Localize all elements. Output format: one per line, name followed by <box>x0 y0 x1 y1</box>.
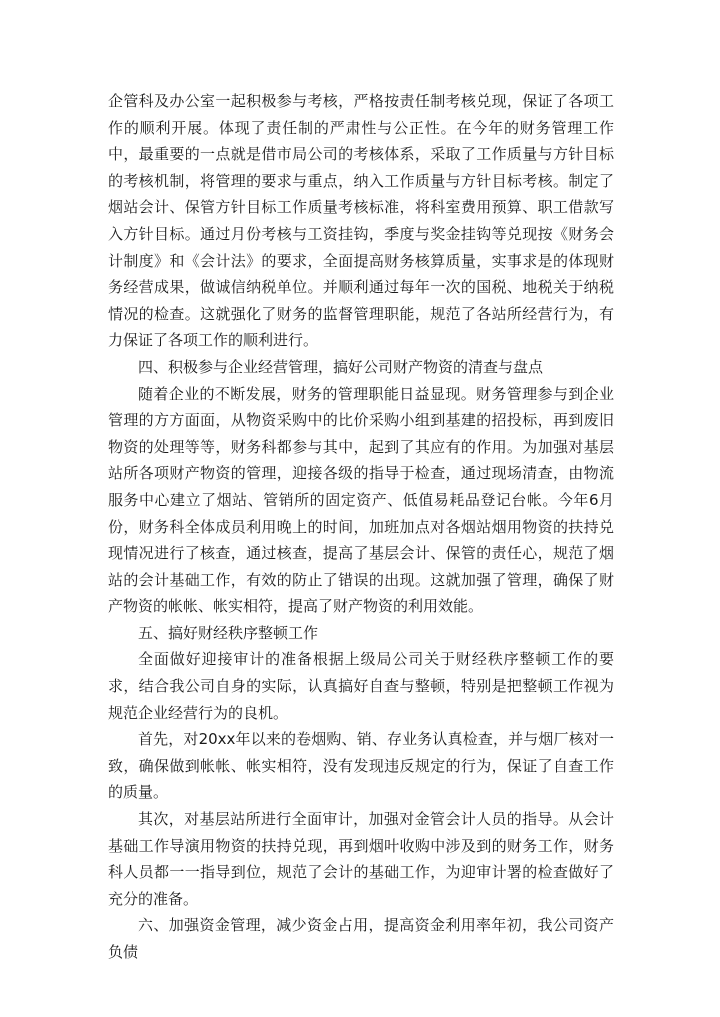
paragraph-4: 首先，对20xx年以来的卷烟购、销、存业务认真检查，并与烟厂核对一致，确保做到帐帐、帐实相符，没有发现违反规定的行为，保证了自查工作的质量。 <box>108 730 614 802</box>
section-heading-4: 四、积极参与企业经营管理，搞好公司财产物资的清查与盘点 <box>138 357 544 376</box>
document-body <box>108 88 614 966</box>
paragraph-2: 随着企业的不断发展，财务的管理职能日益显现。财务管理参与到企业管理的方方面面，从物资采购中的比价采购小组到基建的招投标，再到废旧物资的处理等等，财务科都参与其中，起到了其应有的作用。为加强对基层站所各项财产物资的管理，迎接各级的指导于检查，通过现场清查，由物流服务中心建立了烟站、管销所的固定资产、低值易耗品登记台帐。今年6月份，财务科全体成员利用晚上的时间，加班加点对各烟站烟用物资的扶持兑现情况进行了核查，通过核查，提高了基层会计、保管的责任心，规范了烟站的会计基础工作，有效的防止了错误的出现。这就加强了管理，确保了财产物资的帐帐、帐实相符，提高了财产物资的利用效能。 <box>108 384 614 616</box>
paragraph-3: 全面做好迎接审计的准备根据上级局公司关于财经秩序整顿工作的要求，结合我公司自身的实际，认真搞好自查与整顿，特别是把整顿工作视为规范企业经营行为的良机。 <box>108 650 614 722</box>
paragraph-1: 企管科及办公室一起积极参与考核，严格按责任制考核兑现，保证了各项工作的顺利开展。体现了责任制的严肃性与公正性。在今年的财务管理工作中，最重要的一点就是借市局公司的考核体系，采取了工作质量与方针目标的考核机制，将管理的要求与重点，纳入工作质量与方针目标考核。制定了烟站会计、保管方针目标工作质量考核标准，将科室费用预算、职工借款写入方针目标。通过月份考核与工资挂钩，季度与奖金挂钩等兑现按《财务会计制度》和《会计法》的要求，全面提高财务核算质量，实事求是的体现财务经营成果，做诚信纳税单位。并顺利通过每年一次的国税、地税关于纳税情况的检查。这就强化了财务的监督管理职能，规范了各站所经营行为，有力保证了各项工作的顺利进行。 <box>108 92 614 350</box>
section-heading-6: 六、加强资金管理，减少资金占用，提高资金利用率年初，我公司资产负债 <box>108 916 614 961</box>
section-heading-5: 五、搞好财经秩序整顿工作 <box>138 623 319 642</box>
paragraph-5: 其次，对基层站所进行全面审计，加强对金管会计人员的指导。从会计基础工作导演用物资的扶持兑现，再到烟叶收购中涉及到的财务工作，财务科人员都一一指导到位，规范了会计的基础工作，为迎审计署的检查做好了充分的准备。 <box>108 810 614 908</box>
